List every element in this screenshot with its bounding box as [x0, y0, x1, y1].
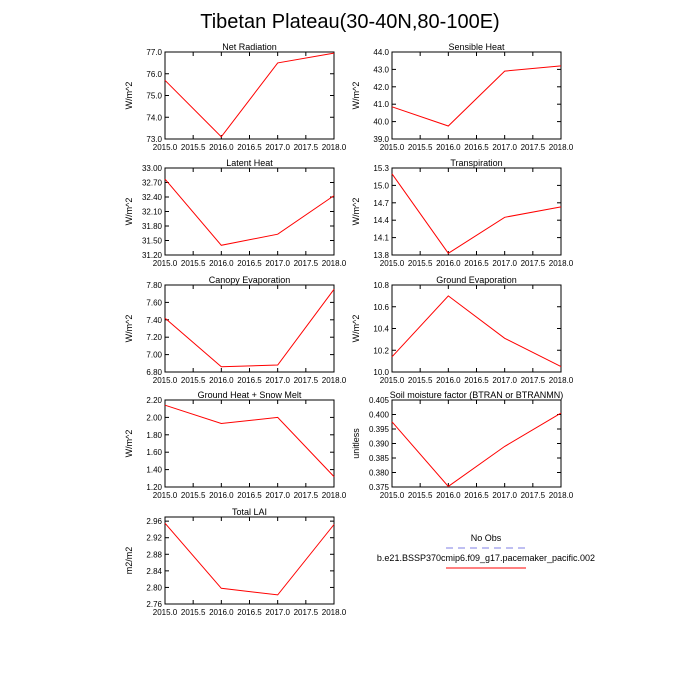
y-tick-label: 2.80	[146, 583, 162, 593]
x-tick-label: 2015.0	[152, 491, 178, 500]
x-tick-label: 2017.0	[265, 491, 290, 500]
x-tick-label: 2017.5	[293, 608, 319, 617]
x-tick-label: 2018.0	[321, 259, 347, 268]
x-tick-label: 2016.5	[464, 143, 489, 152]
y-axis-label: m2/m2	[124, 546, 134, 575]
x-tick-label: 2017.5	[520, 376, 546, 385]
panel-title: Net Radiation	[222, 42, 277, 52]
y-tick-label: 2.84	[146, 566, 162, 576]
series-line	[392, 66, 561, 126]
y-tick-label: 1.60	[146, 448, 162, 458]
y-axis-label: W/m^2	[124, 197, 134, 226]
x-tick-label: 2015.0	[379, 143, 405, 152]
y-tick-label: 1.80	[146, 430, 162, 440]
panel-title: Total LAI	[231, 507, 268, 517]
plot-frame	[392, 285, 561, 372]
y-tick-label: 41.0	[373, 100, 389, 110]
plot-frame	[165, 517, 334, 604]
y-tick-label: 2.20	[146, 396, 162, 405]
legend	[377, 533, 595, 568]
panel-title: Transpiration	[450, 158, 503, 168]
y-tick-label: 42.0	[373, 82, 389, 92]
series-line	[165, 289, 334, 367]
x-tick-label: 2015.0	[152, 143, 178, 152]
y-tick-label: 0.380	[368, 468, 389, 478]
panel-2	[351, 42, 574, 152]
x-tick-label: 2016.5	[237, 143, 262, 152]
panel-8	[351, 390, 574, 500]
y-tick-label: 43.0	[373, 65, 389, 75]
y-axis-label: unitless	[351, 428, 361, 459]
y-tick-label: 44.0	[373, 48, 389, 57]
x-tick-label: 2018.0	[548, 143, 574, 152]
x-tick-label: 2015.5	[407, 376, 433, 385]
y-tick-label: 10.6	[373, 302, 389, 312]
y-tick-label: 31.20	[141, 251, 162, 260]
x-tick-label: 2016.0	[209, 143, 234, 152]
panel-title: Ground Heat + Snow Melt	[197, 390, 302, 400]
y-tick-label: 0.375	[368, 483, 389, 492]
x-tick-label: 2016.0	[436, 491, 461, 500]
y-tick-label: 32.40	[141, 193, 162, 202]
x-tick-label: 2016.5	[237, 259, 262, 268]
plot-frame	[165, 52, 334, 139]
x-tick-label: 2015.5	[407, 491, 433, 500]
x-tick-label: 2018.0	[548, 376, 574, 385]
legend-model-label: b.e21.BSSP370cmip6.f09_g17.pacemaker_pacific.002	[376, 553, 596, 563]
y-tick-label: 6.80	[146, 368, 162, 377]
y-tick-label: 2.88	[146, 550, 162, 560]
y-tick-label: 0.405	[368, 396, 389, 405]
x-tick-label: 2017.5	[293, 376, 319, 385]
x-tick-label: 2015.0	[152, 259, 178, 268]
plot-frame	[392, 52, 561, 139]
x-tick-label: 2016.0	[209, 376, 234, 385]
y-tick-label: 7.40	[146, 315, 162, 325]
y-tick-label: 32.70	[141, 178, 162, 188]
x-tick-label: 2015.5	[180, 376, 206, 385]
x-tick-label: 2018.0	[321, 608, 347, 617]
x-tick-label: 2017.5	[520, 491, 546, 500]
x-tick-label: 2016.5	[237, 376, 262, 385]
y-tick-label: 31.50	[141, 236, 162, 246]
y-tick-label: 7.00	[146, 350, 162, 360]
plot-frame	[392, 400, 561, 487]
x-tick-label: 2017.0	[492, 143, 517, 152]
y-tick-label: 33.00	[141, 164, 162, 173]
y-tick-label: 74.0	[146, 113, 162, 123]
x-tick-label: 2015.5	[180, 491, 206, 500]
panel-7	[124, 390, 347, 500]
series-line	[165, 523, 334, 595]
x-tick-label: 2017.5	[293, 143, 319, 152]
x-tick-label: 2015.0	[379, 491, 405, 500]
y-tick-label: 2.96	[146, 517, 162, 527]
y-axis-label: W/m^2	[351, 81, 361, 110]
x-tick-label: 2016.5	[464, 491, 489, 500]
x-tick-label: 2017.0	[265, 376, 290, 385]
x-tick-label: 2016.0	[436, 259, 461, 268]
y-tick-label: 15.3	[373, 164, 389, 173]
y-tick-label: 10.4	[373, 324, 389, 334]
y-tick-label: 0.385	[368, 454, 389, 463]
y-tick-label: 10.0	[373, 368, 389, 377]
x-tick-label: 2016.0	[209, 608, 234, 617]
y-axis-label: W/m^2	[124, 314, 134, 343]
y-tick-label: 2.00	[146, 413, 162, 423]
x-tick-label: 2015.0	[379, 259, 405, 268]
panel-title: Canopy Evaporation	[208, 275, 291, 285]
y-tick-label: 0.395	[368, 425, 389, 434]
x-tick-label: 2016.5	[237, 608, 262, 617]
legend-obs-label: No Obs	[470, 533, 502, 543]
x-tick-label: 2016.0	[209, 259, 234, 268]
series-line	[165, 53, 334, 137]
plot-frame	[165, 168, 334, 255]
y-tick-label: 2.76	[146, 600, 162, 609]
y-tick-label: 10.8	[373, 281, 389, 290]
panel-title: Ground Evaporation	[436, 275, 517, 285]
x-tick-label: 2017.5	[293, 491, 319, 500]
y-tick-label: 2.92	[146, 533, 162, 543]
panels	[124, 42, 574, 617]
panel-5	[124, 275, 347, 385]
y-tick-label: 15.0	[373, 181, 389, 191]
x-tick-label: 2015.5	[407, 259, 433, 268]
x-tick-label: 2017.0	[265, 608, 290, 617]
y-axis-label: W/m^2	[124, 429, 134, 458]
x-tick-label: 2018.0	[548, 491, 574, 500]
y-tick-label: 73.0	[146, 135, 162, 144]
y-tick-label: 14.7	[373, 198, 389, 208]
y-tick-label: 32.10	[141, 207, 162, 217]
x-tick-label: 2016.5	[464, 376, 489, 385]
series-line	[392, 413, 561, 486]
y-tick-label: 40.0	[373, 117, 389, 127]
x-tick-label: 2017.5	[520, 143, 546, 152]
x-tick-label: 2016.0	[436, 376, 461, 385]
y-tick-label: 76.0	[146, 69, 162, 79]
x-tick-label: 2016.0	[209, 491, 234, 500]
plot-frame	[165, 285, 334, 372]
x-tick-label: 2017.0	[265, 259, 290, 268]
y-tick-label: 13.8	[373, 251, 389, 260]
panel-title: Latent Heat	[226, 158, 273, 168]
y-tick-label: 14.1	[373, 233, 389, 243]
panel-3	[124, 158, 347, 268]
y-tick-label: 14.4	[373, 216, 389, 226]
panel-1	[124, 42, 347, 152]
x-tick-label: 2016.5	[464, 259, 489, 268]
x-tick-label: 2018.0	[321, 143, 347, 152]
series-line	[165, 179, 334, 245]
panel-title: Sensible Heat	[448, 42, 505, 52]
y-axis-label: W/m^2	[351, 197, 361, 226]
x-tick-label: 2015.5	[180, 143, 206, 152]
x-tick-label: 2015.0	[152, 608, 178, 617]
panel-title: Soil moisture factor (BTRAN or BTRANMN)	[389, 390, 564, 400]
series-line	[392, 174, 561, 254]
x-tick-label: 2015.5	[407, 143, 433, 152]
x-tick-label: 2017.0	[265, 143, 290, 152]
x-tick-label: 2017.0	[492, 491, 517, 500]
x-tick-label: 2015.5	[180, 608, 206, 617]
x-tick-label: 2017.0	[492, 259, 517, 268]
series-line	[165, 405, 334, 476]
x-tick-label: 2018.0	[321, 376, 347, 385]
y-tick-label: 7.80	[146, 281, 162, 290]
x-tick-label: 2018.0	[548, 259, 574, 268]
y-tick-label: 1.40	[146, 465, 162, 475]
figure-title: Tibetan Plateau(30-40N,80-100E)	[200, 11, 500, 33]
x-tick-label: 2015.0	[152, 376, 178, 385]
y-tick-label: 77.0	[146, 48, 162, 57]
x-tick-label: 2017.5	[293, 259, 319, 268]
y-tick-label: 7.20	[146, 333, 162, 343]
x-tick-label: 2015.5	[180, 259, 206, 268]
y-tick-label: 39.0	[373, 135, 389, 144]
panel-9	[124, 507, 347, 617]
y-tick-label: 0.400	[368, 410, 389, 420]
series-line	[392, 296, 561, 367]
panel-4	[351, 158, 574, 268]
y-axis-label: W/m^2	[124, 81, 134, 110]
x-tick-label: 2017.5	[520, 259, 546, 268]
y-tick-label: 10.2	[373, 346, 389, 356]
x-tick-label: 2015.0	[379, 376, 405, 385]
y-tick-label: 31.80	[141, 222, 162, 231]
x-tick-label: 2017.0	[492, 376, 517, 385]
y-tick-label: 1.20	[146, 483, 162, 492]
x-tick-label: 2016.5	[237, 491, 262, 500]
panel-6	[351, 275, 574, 385]
x-tick-label: 2018.0	[321, 491, 347, 500]
y-tick-label: 7.60	[146, 298, 162, 308]
y-axis-label: W/m^2	[351, 314, 361, 343]
x-tick-label: 2016.0	[436, 143, 461, 152]
y-tick-label: 0.390	[368, 439, 389, 449]
y-tick-label: 75.0	[146, 91, 162, 101]
